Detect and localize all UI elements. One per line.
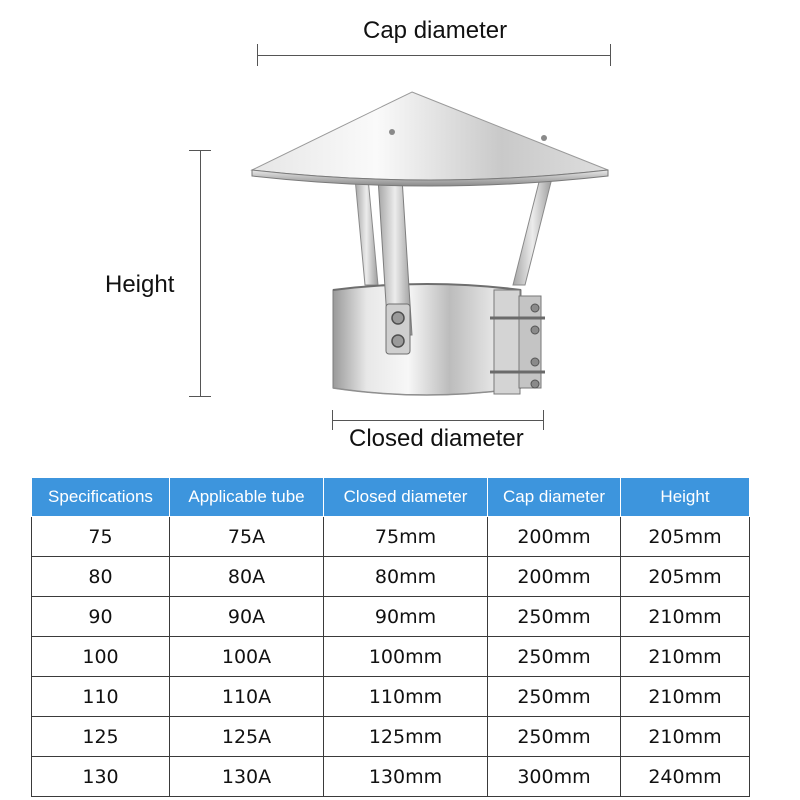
cell-specification: 90	[32, 597, 170, 637]
cell-cap-diameter: 200mm	[488, 517, 621, 557]
cell-cap-diameter: 250mm	[488, 597, 621, 637]
cell-cap-diameter: 200mm	[488, 557, 621, 597]
cell-closed-diameter: 130mm	[324, 757, 488, 797]
cell-closed-diameter: 80mm	[324, 557, 488, 597]
cell-height: 210mm	[621, 637, 750, 677]
table-row	[32, 597, 750, 637]
cell-applicable-tube: 100A	[170, 637, 324, 677]
cell-specification: 80	[32, 557, 170, 597]
table-row	[32, 557, 750, 597]
cell-applicable-tube: 75A	[170, 517, 324, 557]
cell-applicable-tube: 130A	[170, 757, 324, 797]
cell-height: 210mm	[621, 597, 750, 637]
cell-specification: 110	[32, 677, 170, 717]
cell-specification: 100	[32, 637, 170, 677]
cell-height: 210mm	[621, 717, 750, 757]
header-applicable-tube: Applicable tube	[170, 478, 324, 517]
height-label: Height	[105, 271, 175, 298]
cell-applicable-tube: 90A	[170, 597, 324, 637]
table-header-row	[32, 478, 750, 517]
cell-closed-diameter: 125mm	[324, 717, 488, 757]
table-row	[32, 637, 750, 677]
cell-specification: 130	[32, 757, 170, 797]
cell-specification: 125	[32, 717, 170, 757]
cell-height: 210mm	[621, 677, 750, 717]
cell-closed-diameter: 110mm	[324, 677, 488, 717]
cell-applicable-tube: 80A	[170, 557, 324, 597]
cell-height: 205mm	[621, 557, 750, 597]
header-specifications: Specifications	[32, 478, 170, 517]
cap-diameter-label: Cap diameter	[363, 17, 508, 44]
spec-table	[31, 477, 750, 797]
cell-applicable-tube: 110A	[170, 677, 324, 717]
cell-closed-diameter: 90mm	[324, 597, 488, 637]
cell-cap-diameter: 250mm	[488, 637, 621, 677]
table-row	[32, 717, 750, 757]
cell-cap-diameter: 300mm	[488, 757, 621, 797]
cell-cap-diameter: 250mm	[488, 717, 621, 757]
cell-height: 205mm	[621, 517, 750, 557]
cell-specification: 75	[32, 517, 170, 557]
table-row	[32, 757, 750, 797]
cell-cap-diameter: 250mm	[488, 677, 621, 717]
header-height: Height	[621, 478, 750, 517]
table-row	[32, 677, 750, 717]
header-closed-diameter: Closed diameter	[324, 478, 488, 517]
table-row	[32, 517, 750, 557]
header-cap-diameter: Cap diameter	[488, 478, 621, 517]
closed-diameter-label: Closed diameter	[349, 425, 524, 452]
cell-applicable-tube: 125A	[170, 717, 324, 757]
cell-closed-diameter: 75mm	[324, 517, 488, 557]
cell-closed-diameter: 100mm	[324, 637, 488, 677]
cell-height: 240mm	[621, 757, 750, 797]
